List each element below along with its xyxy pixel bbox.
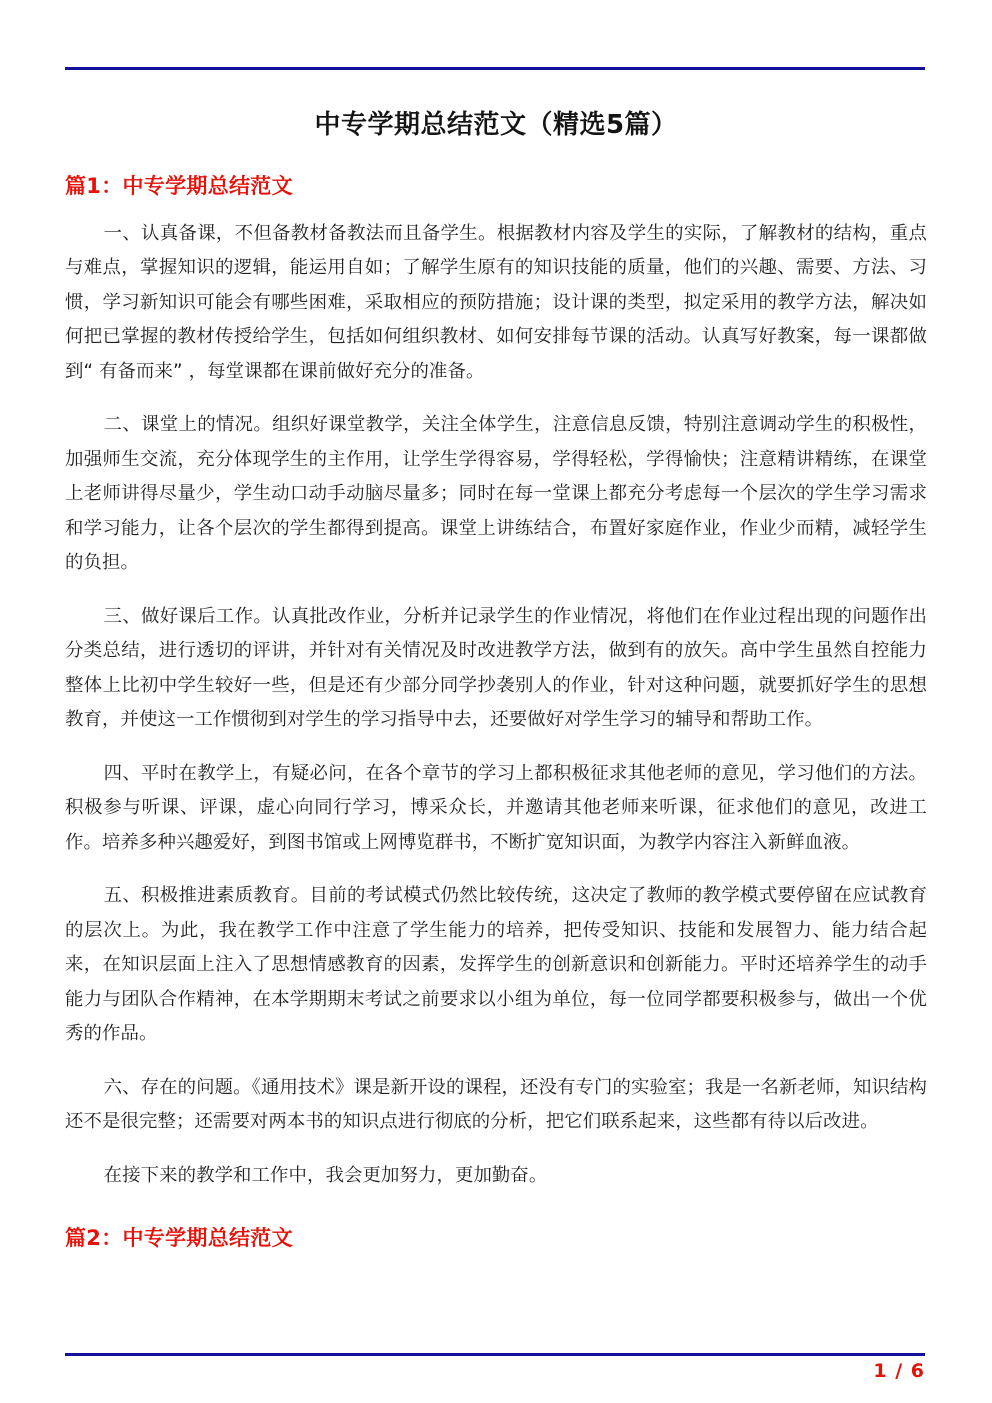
paragraph-7-closing: 在接下来的教学和工作中，我会更加努力，更加勤奋。 xyxy=(103,1164,548,1186)
paragraph-6: 六、存在的问题。《通用技术》课是新开设的课程，还没有专门的实验室；我是一名新老师，知识结构还不是很完整；还需要对两本书的知识点进行彻底的分析，把它们联系起来，这些都有待以后改进。 xyxy=(65,1076,927,1133)
paragraph-2: 二、课堂上的情况。组织好课堂教学，关注全体学生，注意信息反馈，特别注意调动学生的积极性，加强师生交流，充分体现学生的主作用，让学生学得容易，学得轻松，学得愉快；注意精讲精练，在课堂上老师讲得尽量少，学生动口动手动脑尽量多；同时在每一堂课上都充分考虑每一个层次的学生学习需求和学习能力，让各个层次的学生都得到提高。课堂上讲练结合，布置好家庭作业，作业少而精，减轻学生的负担。 xyxy=(65,414,927,574)
footer-rule xyxy=(65,1353,925,1356)
page-title: 中专学期总结范文（精选5篇） xyxy=(314,110,678,140)
paragraph-4: 四、平时在教学上，有疑必问，在各个章节的学习上都积极征求其他老师的意见，学习他们的方法。积极参与听课、评课，虚心向同行学习，博采众长，并邀请其他老师来听课，征求他们的意见，改进工作。培养多种兴趣爱好，到图书馆或上网博览群书，不断扩宽知识面，为教学内容注入新鲜血液。 xyxy=(65,762,927,853)
section-heading-1: 篇1：中专学期总结范文 xyxy=(65,174,293,199)
paragraph-3: 三、做好课后工作。认真批改作业，分析并记录学生的作业情况，将他们在作业过程出现的问题作出分类总结，进行透切的评讲，并针对有关情况及时改进教学方法，做到有的放矢。高中学生虽然自控能力整体上比初中学生较好一些，但是还有少部分同学抄袭别人的作业，针对这种问题，就要抓好学生的思想教育，并使这一工作惯彻到对学生的学习指导中去，还要做好对学生学习的辅导和帮助工作。 xyxy=(65,605,927,731)
paragraph-5: 五、积极推进素质教育。目前的考试模式仍然比较传统，这决定了教师的教学模式要停留在应试教育的层次上。为此，我在教学工作中注意了学生能力的培养，把传受知识、技能和发展智力、能力结合起来，在知识层面上注入了思想情感教育的因素，发挥学生的创新意识和创新能力。平时还培养学生的动手能力与团队合作精神，在本学期期末考试之前要求以小组为单位，每一位同学都要积极参与，做出一个优秀的作品。 xyxy=(65,885,927,1045)
document-content xyxy=(65,108,927,1255)
header-rule xyxy=(65,67,925,70)
paragraph-1: 一、认真备课，不但备教材备教法而且备学生。根据教材内容及学生的实际，了解教材的结构，重点与难点，掌握知识的逻辑，能运用自如；了解学生原有的知识技能的质量，他们的兴趣、需要、方法、习惯，学习新知识可能会有哪些困难，采取相应的预防措施；设计课的类型，拟定采用的教学方法，解决如何把已掌握的教材传授给学生，包括如何组织教材、如何安排每节课的活动。认真写好教案，每一课都做到“ 有备而来” ，每堂课都在课前做好充分的准备。 xyxy=(65,222,927,382)
section-heading-2: 篇2：中专学期总结范文 xyxy=(65,1226,293,1251)
page-number: 1 / 6 xyxy=(873,1360,925,1382)
